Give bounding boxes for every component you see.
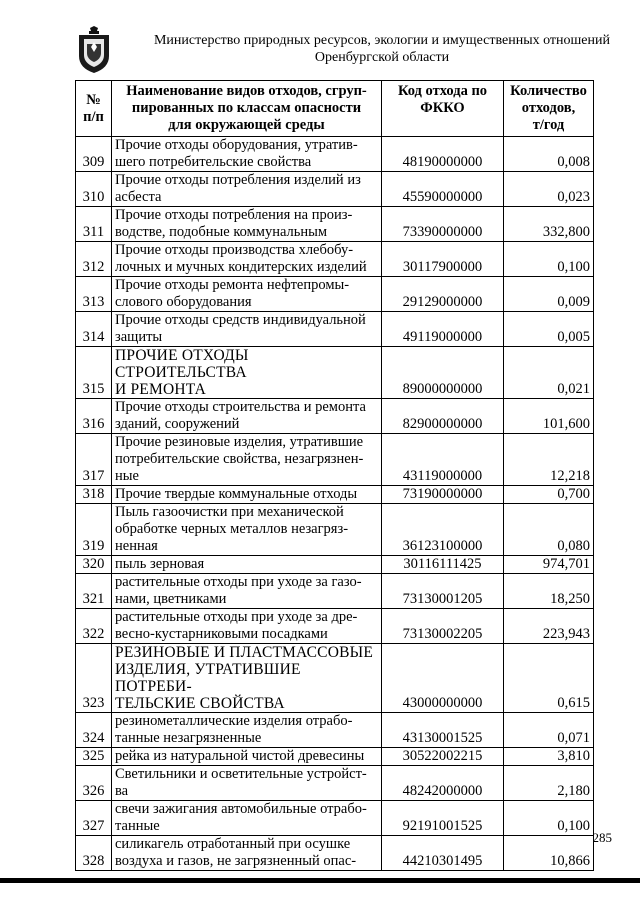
- column-header-num: № п/п: [76, 81, 112, 137]
- waste-name-line: Прочие отходы ремонта нефтепромы-: [115, 277, 350, 293]
- column-header-name: Наименование видов отходов, сгруп- пированных по классам опасности для окружающей среды: [112, 81, 382, 137]
- waste-name: [112, 399, 382, 434]
- table-row: [76, 172, 594, 207]
- row-number: 316: [76, 399, 112, 434]
- waste-name-line: Прочие отходы производства хлебобу-: [115, 242, 354, 258]
- table-header-row: [76, 81, 594, 137]
- fkko-code: 48190000000: [382, 137, 504, 172]
- waste-quantity: 332,800: [504, 207, 594, 242]
- table-row: [76, 137, 594, 172]
- row-number: 323: [76, 644, 112, 713]
- row-number: 328: [76, 836, 112, 871]
- fkko-code: 82900000000: [382, 399, 504, 434]
- fkko-code: 36123100000: [382, 504, 504, 556]
- waste-name-line: лочных и мучных кондитерских изделий: [115, 259, 367, 275]
- waste-name: [112, 504, 382, 556]
- waste-quantity: 2,180: [504, 766, 594, 801]
- waste-quantity: 0,021: [504, 347, 594, 399]
- waste-name-line: шего потребительские свойства: [115, 154, 312, 170]
- waste-name-line: ИЗДЕЛИЯ, УТРАТИВШИЕ ПОТРЕБИ-: [115, 661, 301, 695]
- row-number: 309: [76, 137, 112, 172]
- waste-name: [112, 172, 382, 207]
- fkko-code: 29129000000: [382, 277, 504, 312]
- waste-name-line: Прочие отходы оборудования, утратив-: [115, 137, 358, 153]
- waste-name: [112, 644, 382, 713]
- waste-quantity: 12,218: [504, 434, 594, 486]
- waste-quantity: 101,600: [504, 399, 594, 434]
- waste-quantity: 0,009: [504, 277, 594, 312]
- row-number: 322: [76, 609, 112, 644]
- waste-quantity: 0,080: [504, 504, 594, 556]
- waste-name-line: Светильники и осветительные устройст-: [115, 766, 367, 782]
- waste-quantity: 0,023: [504, 172, 594, 207]
- row-number: 320: [76, 556, 112, 574]
- waste-name: [112, 486, 382, 504]
- row-number: 311: [76, 207, 112, 242]
- table-row: [76, 609, 594, 644]
- row-number: 326: [76, 766, 112, 801]
- waste-name-line: пыль зерновая: [115, 556, 205, 572]
- waste-quantity: 0,100: [504, 801, 594, 836]
- column-header-code: Код отхода по ФККО: [382, 81, 504, 137]
- waste-quantity: 0,005: [504, 312, 594, 347]
- row-number: 317: [76, 434, 112, 486]
- table-row: [76, 347, 594, 399]
- row-number: 324: [76, 713, 112, 748]
- waste-name: [112, 312, 382, 347]
- waste-name-line: потребительские свойства, незагрязнен-: [115, 451, 364, 467]
- waste-name-line: Прочие твердые коммунальные отходы: [115, 486, 358, 502]
- waste-name: [112, 713, 382, 748]
- table-row: [76, 486, 594, 504]
- waste-name-line: силикагель отработанный при осушке: [115, 836, 351, 852]
- table-row: [76, 399, 594, 434]
- waste-name-line: Прочие отходы потребления изделий из: [115, 172, 361, 188]
- table-row: [76, 748, 594, 766]
- waste-quantity: 974,701: [504, 556, 594, 574]
- waste-name-line: И РЕМОНТА: [115, 381, 207, 398]
- waste-quantity: 0,700: [504, 486, 594, 504]
- table-row: [76, 836, 594, 871]
- fkko-code: 73390000000: [382, 207, 504, 242]
- waste-quantity: 223,943: [504, 609, 594, 644]
- row-number: 327: [76, 801, 112, 836]
- waste-name: [112, 556, 382, 574]
- waste-name-line: ПРОЧИЕ ОТХОДЫ СТРОИТЕЛЬСТВА: [115, 347, 249, 381]
- waste-quantity: 18,250: [504, 574, 594, 609]
- fkko-code: 44210301495: [382, 836, 504, 871]
- table-row: [76, 801, 594, 836]
- waste-name-line: растительные отходы при уходе за дре-: [115, 609, 358, 625]
- waste-quantity: 0,615: [504, 644, 594, 713]
- waste-name-line: защиты: [115, 329, 163, 345]
- waste-name-line: ТЕЛЬСКИЕ СВОЙСТВА: [115, 695, 285, 712]
- table-row: [76, 312, 594, 347]
- table-row: [76, 242, 594, 277]
- ministry-name-line1: Министерство природных ресурсов, экологии и имущественных отношений: [153, 33, 610, 48]
- waste-table: [75, 80, 594, 871]
- row-number: 314: [76, 312, 112, 347]
- waste-name: [112, 766, 382, 801]
- waste-name-line: ва: [115, 783, 129, 799]
- table-row: [76, 207, 594, 242]
- table-row: [76, 574, 594, 609]
- waste-name-line: РЕЗИНОВЫЕ И ПЛАСТМАССОВЫЕ: [115, 644, 374, 661]
- row-number: 321: [76, 574, 112, 609]
- document-header: [76, 26, 636, 76]
- waste-quantity: 0,008: [504, 137, 594, 172]
- fkko-code: 48242000000: [382, 766, 504, 801]
- fkko-code: 92191001525: [382, 801, 504, 836]
- waste-quantity: 10,866: [504, 836, 594, 871]
- waste-quantity: 0,071: [504, 713, 594, 748]
- table-row: [76, 644, 594, 713]
- waste-name: [112, 801, 382, 836]
- waste-name: [112, 242, 382, 277]
- waste-name-line: ные: [115, 468, 139, 484]
- waste-name-line: слового оборудования: [115, 294, 252, 310]
- row-number: 312: [76, 242, 112, 277]
- waste-name: [112, 137, 382, 172]
- row-number: 310: [76, 172, 112, 207]
- coat-of-arms-icon: [76, 26, 112, 74]
- fkko-code: 89000000000: [382, 347, 504, 399]
- fkko-code: 49119000000: [382, 312, 504, 347]
- fkko-code: 73190000000: [382, 486, 504, 504]
- fkko-code: 30522002215: [382, 748, 504, 766]
- table-body: [76, 137, 594, 871]
- waste-name-line: весно-кустарниковыми посадками: [115, 626, 328, 642]
- table-row: [76, 434, 594, 486]
- table-row: [76, 277, 594, 312]
- table-row: [76, 713, 594, 748]
- waste-name: [112, 609, 382, 644]
- waste-name-line: растительные отходы при уходе за газо-: [115, 574, 362, 590]
- waste-name-line: Прочие отходы строительства и ремонта: [115, 399, 366, 415]
- waste-name-line: танные: [115, 818, 160, 834]
- row-number: 319: [76, 504, 112, 556]
- waste-name-line: ненная: [115, 538, 158, 554]
- waste-quantity: 0,100: [504, 242, 594, 277]
- waste-name-line: воздуха и газов, не загрязненный опас-: [115, 853, 357, 869]
- fkko-code: 73130002205: [382, 609, 504, 644]
- row-number: 325: [76, 748, 112, 766]
- waste-name: [112, 277, 382, 312]
- fkko-code: 43119000000: [382, 434, 504, 486]
- ministry-name-line2: Оренбургской области: [314, 50, 450, 65]
- waste-name-line: резинометаллические изделия отрабо-: [115, 713, 353, 729]
- fkko-code: 43130001525: [382, 713, 504, 748]
- waste-name: [112, 836, 382, 871]
- column-header-qty: Количество отходов, т/год: [504, 81, 594, 137]
- waste-name: [112, 347, 382, 399]
- row-number: 313: [76, 277, 112, 312]
- waste-name: [112, 748, 382, 766]
- waste-name: [112, 434, 382, 486]
- page-number: 285: [592, 830, 612, 845]
- fkko-code: 43000000000: [382, 644, 504, 713]
- bottom-rule: [0, 878, 640, 883]
- row-number: 318: [76, 486, 112, 504]
- table-row: [76, 766, 594, 801]
- waste-name: [112, 207, 382, 242]
- waste-name-line: Пыль газоочистки при механической: [115, 504, 344, 520]
- waste-name: [112, 574, 382, 609]
- waste-quantity: 3,810: [504, 748, 594, 766]
- waste-name-line: обработке черных металлов незагряз-: [115, 521, 349, 537]
- waste-name-line: водстве, подобные коммунальным: [115, 224, 328, 240]
- table-row: [76, 556, 594, 574]
- fkko-code: 45590000000: [382, 172, 504, 207]
- waste-name-line: зданий, сооружений: [115, 416, 240, 432]
- fkko-code: 73130001205: [382, 574, 504, 609]
- waste-name-line: танные незагрязненные: [115, 730, 262, 746]
- ministry-name: [128, 32, 636, 66]
- waste-name-line: асбеста: [115, 189, 162, 205]
- waste-name-line: Прочие отходы потребления на произ-: [115, 207, 353, 223]
- fkko-code: 30116111425: [382, 556, 504, 574]
- table-row: [76, 504, 594, 556]
- waste-name-line: Прочие резиновые изделия, утратившие: [115, 434, 364, 450]
- waste-name-line: Прочие отходы средств индивидуальной: [115, 312, 366, 328]
- waste-name-line: нами, цветниками: [115, 591, 227, 607]
- fkko-code: 30117900000: [382, 242, 504, 277]
- waste-name-line: рейка из натуральной чистой древесины: [115, 748, 365, 764]
- row-number: 315: [76, 347, 112, 399]
- waste-name-line: свечи зажигания автомобильные отрабо-: [115, 801, 367, 817]
